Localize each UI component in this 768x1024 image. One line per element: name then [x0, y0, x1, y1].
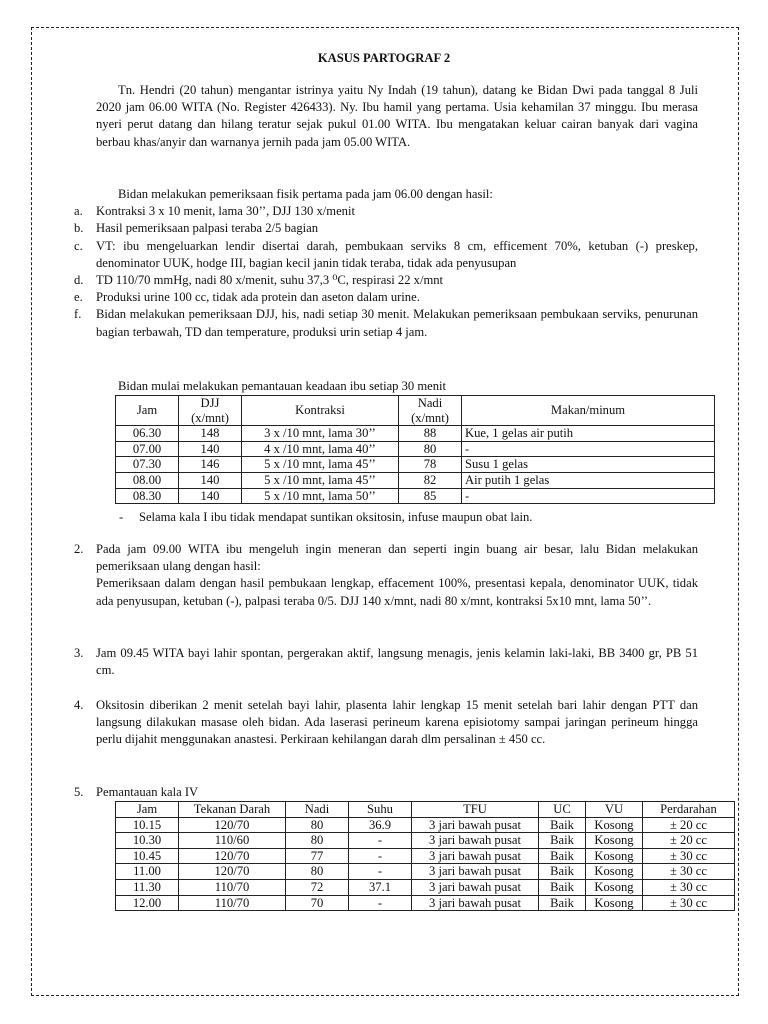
- table-cell: 110/70: [179, 895, 286, 911]
- table-cell: 140: [179, 441, 242, 457]
- column-header: Jam: [116, 396, 179, 426]
- table-cell: ± 30 cc: [643, 895, 735, 911]
- column-header: Nadi: [286, 802, 349, 818]
- table-cell: 11.00: [116, 864, 179, 880]
- table-cell: 07.00: [116, 441, 179, 457]
- table-cell: 36.9: [349, 817, 412, 833]
- note-dash: -: [119, 510, 139, 524]
- table-row: [116, 864, 735, 880]
- table-cell: ± 20 cc: [643, 817, 735, 833]
- item-text: Bidan melakukan pemeriksaan DJJ, his, nadi setiap 30 menit. Melakukan pemeriksaan pembukaan serviks, penurunan bagian terbawah, TD dan temperature, produksi urin setiap 4 jam.: [96, 307, 698, 339]
- column-header: Perdarahan: [643, 802, 735, 818]
- table-row: [116, 895, 735, 911]
- table-cell: Baik: [539, 864, 586, 880]
- table-cell: 3 x /10 mnt, lama 30’’: [242, 426, 399, 442]
- exam-item: [74, 238, 698, 272]
- table-cell: 5 x /10 mnt, lama 45’’: [242, 457, 399, 473]
- table-cell: -: [462, 441, 715, 457]
- column-header: DJJ (x/mnt): [179, 396, 242, 426]
- item-label: 5.: [74, 785, 84, 799]
- exam-section: [74, 186, 698, 341]
- item-label: a.: [74, 204, 83, 219]
- table-cell: 78: [399, 457, 462, 473]
- table-cell: 140: [179, 488, 242, 504]
- exam-item: [74, 289, 698, 306]
- table-cell: 08.00: [116, 472, 179, 488]
- table-cell: 80: [286, 864, 349, 880]
- table-cell: Kosong: [586, 895, 643, 911]
- table-cell: Baik: [539, 833, 586, 849]
- table-cell: ± 20 cc: [643, 833, 735, 849]
- table-cell: Kosong: [586, 833, 643, 849]
- intro-section: [96, 82, 698, 151]
- note-text: Selama kala I ibu tidak mendapat suntikan oksitosin, infuse maupun obat lain.: [138, 510, 533, 524]
- column-header: Tekanan Darah: [179, 802, 286, 818]
- item-label: b.: [74, 221, 84, 236]
- table-cell: Baik: [539, 879, 586, 895]
- item-5: [74, 784, 698, 801]
- table-header-row: [116, 396, 715, 426]
- table-cell: 12.00: [116, 895, 179, 911]
- item-text: Oksitosin diberikan 2 menit setelah bayi lahir, plasenta lahir lengkap 15 menit setelah bari lahir dengan PTT dan langsung dilakukan masase oleh bidan. Ada laserasi perineum karena episiotomy sampai jaringan perineum hingga perlu dijahit menggunakan anastesi. Perkiraan kehilangan darah dlm persalinan ± 450 cc.: [96, 698, 698, 747]
- item-text: Produksi urine 100 cc, tidak ada protein dan aseton dalam urine.: [96, 290, 420, 305]
- item-text: VT: ibu mengeluarkan lendir disertai darah, pembukaan serviks 8 cm, efficement 70%, ketuban (-) preskep, denominator UUK, hodge III, bagian kecil janin tidak teraba, tidak ada penyusupan: [96, 238, 698, 270]
- table-cell: 120/70: [179, 864, 286, 880]
- table-cell: 80: [286, 833, 349, 849]
- table-row: [116, 833, 735, 849]
- table-cell: 3 jari bawah pusat: [412, 895, 539, 911]
- table-cell: 70: [286, 895, 349, 911]
- table-cell: 3 jari bawah pusat: [412, 817, 539, 833]
- column-header: Nadi (x/mnt): [399, 396, 462, 426]
- table-cell: Baik: [539, 895, 586, 911]
- table-cell: Kosong: [586, 817, 643, 833]
- table-cell: 88: [399, 426, 462, 442]
- table-row: [116, 426, 715, 442]
- column-header: TFU: [412, 802, 539, 818]
- item-label: 2.: [74, 542, 84, 556]
- table-cell: 3 jari bawah pusat: [412, 848, 539, 864]
- table-cell: 80: [286, 817, 349, 833]
- table-cell: 08.30: [116, 488, 179, 504]
- table-cell: Baik: [539, 848, 586, 864]
- table-cell: Baik: [539, 817, 586, 833]
- table-cell: 85: [399, 488, 462, 504]
- table-cell: Kosong: [586, 864, 643, 880]
- table-cell: 3 jari bawah pusat: [412, 879, 539, 895]
- monitor-intro: Bidan mulai melakukan pemantauan keadaan ibu setiap 30 menit: [118, 379, 447, 393]
- table-cell: 120/70: [179, 817, 286, 833]
- exam-item: [74, 203, 698, 220]
- table-cell: 82: [399, 472, 462, 488]
- table-row: [116, 441, 715, 457]
- table-row: [116, 879, 735, 895]
- table-cell: 5 x /10 mnt, lama 50’’: [242, 488, 399, 504]
- table-cell: -: [349, 895, 412, 911]
- item-text: Pemantauan kala IV: [96, 785, 199, 799]
- table-cell: 148: [179, 426, 242, 442]
- table-cell: 10.15: [116, 817, 179, 833]
- table-cell: 37.1: [349, 879, 412, 895]
- item-label: f.: [74, 307, 82, 322]
- document-title: KASUS PARTOGRAF 2: [317, 51, 451, 65]
- monitoring-table: [115, 395, 715, 504]
- table-cell: ± 30 cc: [643, 864, 735, 880]
- table-cell: ± 30 cc: [643, 879, 735, 895]
- kala-iv-table: [115, 801, 735, 911]
- note-line: [119, 509, 532, 526]
- table-cell: 3 jari bawah pusat: [412, 864, 539, 880]
- item-label: 4.: [74, 698, 84, 712]
- table-cell: 06.30: [116, 426, 179, 442]
- table-cell: 140: [179, 472, 242, 488]
- table-cell: 11.30: [116, 879, 179, 895]
- item-text: Jam 09.45 WITA bayi lahir spontan, pergerakan aktif, langsung menagis, jenis kelamin laki-laki, BB 3400 gr, PB 51 cm.: [96, 646, 698, 678]
- table-row: [116, 457, 715, 473]
- table-cell: 5 x /10 mnt, lama 45’’: [242, 472, 399, 488]
- column-header: UC: [539, 802, 586, 818]
- table-cell: 72: [286, 879, 349, 895]
- table-cell: Susu 1 gelas: [462, 457, 715, 473]
- table-row: [116, 817, 735, 833]
- column-header: Jam: [116, 802, 179, 818]
- item-3: [74, 645, 698, 679]
- table-cell: 146: [179, 457, 242, 473]
- table-cell: -: [349, 848, 412, 864]
- exam-intro: Bidan melakukan pemeriksaan fisik pertama pada jam 06.00 dengan hasil:: [118, 187, 493, 201]
- monitor-section: [96, 378, 698, 395]
- intro-paragraph: Tn. Hendri (20 tahun) mengantar istrinya yaitu Ny Indah (19 tahun), datang ke Bidan Dwi pada tanggal 8 Juli 2020 jam 06.00 WITA (No. Register 426433). Ny. Ibu hamil yang pertama. Usia kehamilan 37 minggu. Ibu merasa nyeri perut datang dan hilang teratur sejak pukul 01.00 WITA. Ibu mengatakan keluar cairan banyak dari vagina berbau khas/anyir dan warnanya jernih pada jam 05.00 WITA.: [96, 83, 698, 149]
- table-cell: -: [349, 864, 412, 880]
- table-cell: 110/70: [179, 879, 286, 895]
- table-cell: 120/70: [179, 848, 286, 864]
- table-cell: 10.30: [116, 833, 179, 849]
- item-text: Pada jam 09.00 WITA ibu mengeluh ingin meneran dan seperti ingin buang air besar, lalu Bidan melakukan pemeriksaan ulang dengan hasil:: [96, 542, 698, 574]
- item-4: [74, 697, 698, 749]
- item-label: 3.: [74, 646, 84, 660]
- exam-item: [74, 272, 698, 289]
- table-cell: 07.30: [116, 457, 179, 473]
- table-cell: 77: [286, 848, 349, 864]
- exam-item: [74, 220, 698, 237]
- column-header: VU: [586, 802, 643, 818]
- item-text: TD 110/70 mmHg, nadi 80 x/menit, suhu 37,3 ⁰C, respirasi 22 x/mnt: [96, 273, 444, 288]
- item-2: [74, 541, 698, 610]
- table-header-row: [116, 802, 735, 818]
- table-cell: Kosong: [586, 879, 643, 895]
- item-text: Pemeriksaan dalam dengan hasil pembukaan lengkap, effacement 100%, presentasi kepala, denominator UUK, tidak ada penyusupan, ketuban (-), palpasi teraba 0/5. DJJ 140 x/mnt, nadi 80 x/mnt, kontraksi 5x10 mnt, lama 50’’.: [96, 576, 698, 608]
- exam-item: [74, 306, 698, 340]
- table-row: [116, 472, 715, 488]
- item-label: c.: [74, 238, 83, 253]
- table-row: [116, 848, 735, 864]
- table-row: [116, 488, 715, 504]
- column-header: Kontraksi: [242, 396, 399, 426]
- column-header: Suhu: [349, 802, 412, 818]
- table-cell: 4 x /10 mnt, lama 40’’: [242, 441, 399, 457]
- table-cell: 80: [399, 441, 462, 457]
- table-cell: Kue, 1 gelas air putih: [462, 426, 715, 442]
- table-cell: 10.45: [116, 848, 179, 864]
- item-text: Hasil pemeriksaan palpasi teraba 2/5 bagian: [96, 221, 319, 236]
- table-cell: 3 jari bawah pusat: [412, 833, 539, 849]
- table-cell: 110/60: [179, 833, 286, 849]
- table-cell: ± 30 cc: [643, 848, 735, 864]
- table-cell: -: [462, 488, 715, 504]
- item-label: d.: [74, 273, 84, 288]
- table-cell: Kosong: [586, 848, 643, 864]
- column-header: Makan/minum: [462, 396, 715, 426]
- item-text: Kontraksi 3 x 10 menit, lama 30’’, DJJ 130 x/menit: [96, 204, 355, 219]
- table-cell: -: [349, 833, 412, 849]
- table-cell: Air putih 1 gelas: [462, 472, 715, 488]
- item-label: e.: [74, 290, 83, 305]
